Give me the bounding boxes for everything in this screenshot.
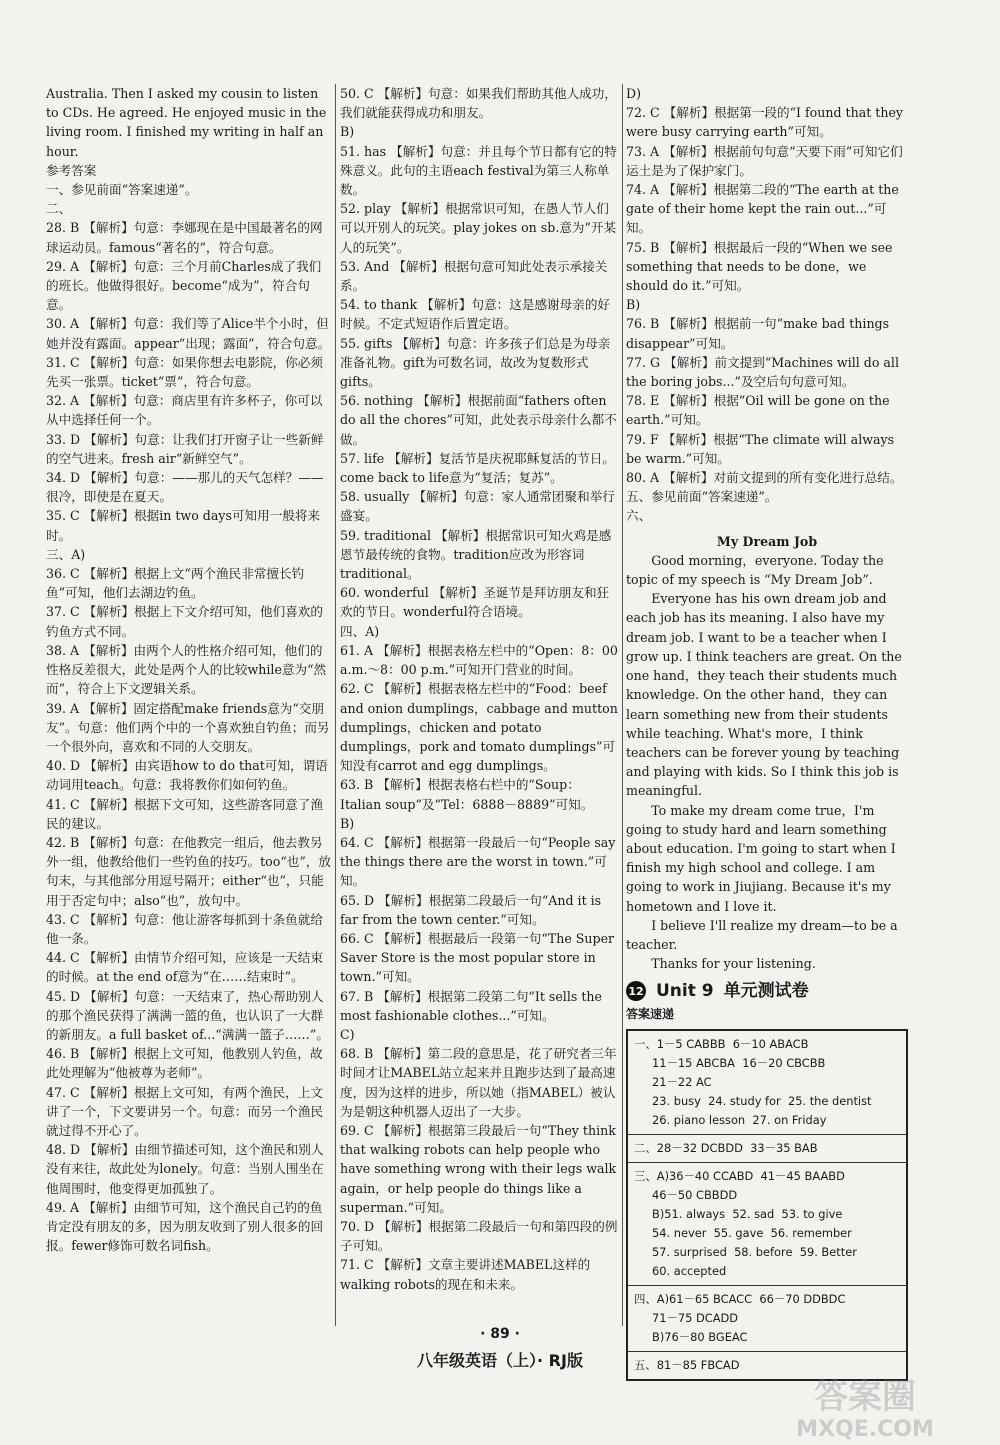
answer-item: 49. A 【解析】由细节可知，这个渔民自己钓的鱼肯定没有朋友的多，因为朋友收到了别人很多的回报。fewer修饰可数名词fish。 xyxy=(46,1199,324,1254)
column-divider xyxy=(335,84,336,1326)
answer-key-line: 三、A)36－40 CCABD 41－45 BAABD xyxy=(634,1168,845,1183)
answer-key-line: 60. accepted xyxy=(652,1263,727,1278)
answer-key-line: 57. surprised 58. before 59. Better xyxy=(652,1244,857,1259)
answer-item: 46. B 【解析】根据上文可知，他教别人钓鱼，故此处理解为“他被尊为老师”。 xyxy=(46,1046,323,1081)
answer-item: 42. B 【解析】句意：在他教完一组后，他去教另外一组，他教给他们一些钓鱼的技巧。too“也”，放句末，与其他部分用逗号隔开；either“也”，只能用于否定句中；also“也”，放句中。 xyxy=(46,834,331,908)
answer-item: 六、 xyxy=(626,508,652,524)
unit-subtitle: 单元测试卷 xyxy=(723,980,809,1001)
answer-item: 28. B 【解析】句意：李娜现在是中国最著名的网球运动员。famous“著名的”，符合句意。 xyxy=(46,220,323,255)
answer-key-line: 46－50 CBBDD xyxy=(652,1187,738,1202)
answer-key-line: B)51. always 52. sad 53. to give xyxy=(652,1206,843,1221)
answer-item: C) xyxy=(340,1026,355,1042)
answer-key-line: 54. never 55. gave 56. remember xyxy=(652,1225,852,1240)
answer-item: B) xyxy=(340,815,355,831)
answer-item: D) xyxy=(626,86,642,101)
answer-item: 51. has 【解析】句意：并且每个节日都有它的特殊意义。此句的主语each festival为第三人称单数。 xyxy=(340,143,617,198)
answer-item: 73. A 【解析】根据前句句意“天要下雨”可知它们运土是为了保护家门。 xyxy=(626,143,903,178)
watermark-logo xyxy=(760,1370,970,1442)
answer-item: 80. A 【解析】对前文提到的所有变化进行总结。 xyxy=(626,470,903,486)
answer-key-line: B)76－80 BGEAC xyxy=(652,1329,748,1344)
answer-item: 78. E 【解析】根据“Oil will be gone on the earth.”可知。 xyxy=(626,393,890,428)
answer-column-right xyxy=(626,84,908,1381)
answer-item: 66. C 【解析】根据最后一段第一句“The Super Saver Store is the most popular store in town.”可知。 xyxy=(340,930,615,985)
answer-item: 34. D 【解析】句意：——那儿的天气怎样？——很冷，即使是在夏天。 xyxy=(46,470,324,505)
essay-body xyxy=(626,551,908,973)
answer-item: 74. A 【解析】根据第二段的“The earth at the gate of their home kept the rain out...”可知。 xyxy=(626,182,899,236)
answer-item: 71. C 【解析】文章主要讲述MABEL这样的walking robots的现在和未来。 xyxy=(340,1257,591,1292)
answer-item: 68. B 【解析】第二段的意思是，花了研究者三年时间才让MABEL站立起来并且跑步达到了最高速度，因为这样的进步，所以她（指MABEL）被认为是朝这种机器人迈出了一大步。 xyxy=(340,1046,617,1119)
answer-item: 63. B 【解析】根据表格右栏中的“Soup：Italian soup”及“Tel：6888－8889”可知。 xyxy=(340,777,594,812)
answer-item: 62. C 【解析】根据表格左栏中的“Food：beef and onion dumplings，cabbage and mutton dumplings，chicken and potato dumplings，pork and tomato dumplings”可知没有carrot and egg dumplings。 xyxy=(340,681,618,774)
answer-item: 50. C 【解析】句意：如果我们帮助其他人成功，我们就能获得成功和朋友。 xyxy=(340,86,617,121)
book-title: 八年级英语（上）· RJ版 xyxy=(417,1351,583,1370)
answer-item: 59. traditional 【解析】根据常识可知火鸡是感恩节最传统的食物。tradition应改为形容词traditional。 xyxy=(340,527,612,582)
answer-item: 36. C 【解析】根据上文“两个渔民非常擅长钓鱼”可知，他们去湖边钓鱼。 xyxy=(46,566,305,601)
answer-item: 35. C 【解析】根据in two days可知用一般将来时。 xyxy=(46,508,321,543)
answer-key-line: 一、1－5 CABBB 6－10 ABACB xyxy=(634,1036,809,1051)
answer-item: 61. A 【解析】根据表格左栏中的“Open：8：00 a.m.～8：00 p.m.”可知开门营业的时间。 xyxy=(340,642,618,678)
answer-item: 55. gifts 【解析】句意：许多孩子们总是为母亲准备礼物。gift为可数名词，故改为复数形式gifts。 xyxy=(340,335,611,390)
answer-item: 64. C 【解析】根据第一段最后一句“People say the things there are the worst in town.”可知。 xyxy=(340,834,616,889)
answer-key-line: 五、81－85 FBCAD xyxy=(634,1357,740,1372)
answer-item: 56. nothing 【解析】根据前面“fathers often do all the chores”可知，此处表示母亲什么都不做。 xyxy=(340,393,617,447)
answer-item: 77. G 【解析】前文提到“Machines will do all the boring jobs...”及空后句句意可知。 xyxy=(626,354,899,390)
answer-item: Australia. Then I asked my cousin to listen to CDs. He agreed. He enjoyed music in the living room. I finished my writing in half an hour. xyxy=(46,86,327,159)
answer-key-line: 21－22 AC xyxy=(652,1074,712,1089)
answer-item: 79. F 【解析】根据“The climate will always be warm.”可知。 xyxy=(626,431,895,466)
answer-item: 76. B 【解析】根据前一句“make bad things disappear”可知。 xyxy=(626,316,890,351)
answer-key-line: 四、A)61－65 BCACC 66－70 DDBDC xyxy=(634,1291,846,1306)
answer-item: 54. to thank 【解析】句意：这是感谢母亲的好时候。不定式短语作后置定语。 xyxy=(340,297,611,332)
answer-item: 58. usually 【解析】句意：家人通常团聚和举行盛宴。 xyxy=(340,489,615,524)
answer-item: 参考答案 xyxy=(46,162,97,178)
answer-item: 43. C 【解析】句意：他让游客每抓到十条鱼就给他一条。 xyxy=(46,911,323,946)
answer-key-line: 71－75 DCADD xyxy=(652,1310,739,1325)
answer-item: 41. C 【解析】根据下文可知，这些游客同意了渔民的建议。 xyxy=(46,796,323,831)
answer-item: B) xyxy=(626,297,641,313)
unit-title: Unit 9 xyxy=(656,980,714,1001)
answer-key-line: 23. busy 24. study for 25. the dentist xyxy=(652,1093,872,1108)
answer-item: 48. D 【解析】由细节描述可知，这个渔民和别人没有来往，故此处为lonely。句意：当别人围坐在他周围时，他变得更加孤独了。 xyxy=(46,1142,324,1196)
page-number: · 89 · xyxy=(480,1326,520,1342)
answer-item: 57. life 【解析】复活节是庆祝耶稣复活的节日。come back to life意为“复活；复苏”。 xyxy=(340,450,615,486)
answer-item: 一、参见前面“答案速递”。 xyxy=(46,182,198,198)
answer-item: 32. A 【解析】句意：商店里有许多杯子，你可以从中选择任何一个。 xyxy=(46,393,323,428)
essay-paragraph: To make my dream come true，I'm going to study hard and learn something about education. I'm going to start when I finish my high school and college. I am going to work in Jiujiang. Because it's my hometown and I love it. xyxy=(626,802,896,914)
answer-key-section xyxy=(628,1031,906,1135)
answer-item: 69. C 【解析】根据第三段最后一句“They think that walking robots can help people who have something wrong with their legs walk again，or help people do things like a superman.”可知。 xyxy=(340,1122,617,1215)
answer-item: B) xyxy=(340,124,355,140)
answer-item: 五、参见前面“答案速递”。 xyxy=(626,489,778,505)
essay-paragraph: Good morning，everyone. Today the topic of my speech is “My Dream Job”. xyxy=(626,552,884,588)
answer-item: 31. C 【解析】句意：如果你想去电影院，你必须先买一张票。ticket“票”，符合句意。 xyxy=(46,354,323,390)
answer-item: 53. And 【解析】根据句意可知此处表示承接关系。 xyxy=(340,258,608,294)
answer-item: 29. A 【解析】句意：三个月前Charles成了我们的班长。他做得很好。become“成为”，符合句意。 xyxy=(46,258,322,313)
answer-item: 72. C 【解析】根据第一段的“I found that they were busy carrying earth”可知。 xyxy=(626,105,904,140)
answer-item: 四、A) xyxy=(340,623,380,639)
answer-item: 37. C 【解析】根据上下文介绍可知，他们喜欢的钓鱼方式不同。 xyxy=(46,604,323,639)
answer-item: 二、 xyxy=(46,201,72,217)
answer-item: 33. D 【解析】句意：让我们打开窗子让一些新鲜的空气进来。fresh air“新鲜空气”。 xyxy=(46,431,324,466)
answer-column-middle xyxy=(340,84,618,1294)
answer-item: 52. play 【解析】根据常识可知，在愚人节人们可以开别人的玩笑。play jokes on sb.意为“开某人的玩笑”。 xyxy=(340,201,617,255)
essay-paragraph: Everyone has his own dream job and each job has its meaning. I also have my dream job. I want to be a teacher when I grow up. I think teachers are great. On the one hand，they teach their students much knowledge. On the other hand，they can learn something new from their students while teaching. What's more，I think teachers can be forever young by teaching and playing with kids. So I think this job is meaningful. xyxy=(626,591,902,799)
answer-key-section xyxy=(628,1135,906,1163)
answer-item: 38. A 【解析】由两个人的性格介绍可知，他们的性格反差很大，此处是两个人的比较while意为“然而”，符合上下文逻辑关系。 xyxy=(46,642,327,697)
answer-item: 30. A 【解析】句意：我们等了Alice半个小时，但她并没有露面。appear“出现；露面”，符合句意。 xyxy=(46,316,331,351)
answer-item: 75. B 【解析】根据最后一段的“When we see something that needs to be done，we should do it.”可知。 xyxy=(626,239,893,294)
answer-item: 70. D 【解析】根据第二段最后一句和第四段的例子可知。 xyxy=(340,1218,618,1254)
answer-item: 60. wonderful 【解析】圣诞节是拜访朋友和狂欢的节日。wonderful符合语境。 xyxy=(340,585,610,620)
answer-key-line: 26. piano lesson 27. on Friday xyxy=(652,1112,827,1127)
unit-number-badge: 12 xyxy=(626,981,646,1001)
answer-item: 44. C 【解析】由情节介绍可知，应该是一天结束的时候。at the end of意为“在……结束时”。 xyxy=(46,950,323,985)
answer-key-line: 二、28－32 DCBDD 33－35 BAB xyxy=(634,1140,818,1155)
answer-key-section xyxy=(628,1163,906,1286)
answer-item: 47. C 【解析】根据上文可知，有两个渔民，上文讲了一个，下文要讲另一个。句意：而另一个渔民就过得不开心了。 xyxy=(46,1084,324,1138)
answer-item: 67. B 【解析】根据第二段第二句“It sells the most fashionable clothes...”可知。 xyxy=(340,988,602,1023)
essay-paragraph: Thanks for your listening. xyxy=(651,956,816,972)
column-divider xyxy=(622,84,623,1326)
essay-title: My Dream Job xyxy=(716,533,818,549)
unit-heading xyxy=(626,981,908,1001)
answer-item: 65. D 【解析】根据第二段最后一句“And it is far from the town center.”可知。 xyxy=(340,892,602,927)
answer-item: 39. A 【解析】固定搭配make friends意为“交朋友”。句意：他们两个中的一个喜欢独自钓鱼；而另一个很外向，喜欢和不同的人交朋友。 xyxy=(46,700,330,754)
answer-item: 45. D 【解析】句意：一天结束了，热心帮助别人的那个渔民获得了满满一篮的鱼，也认识了一大群的新朋友。a full basket of...“满满一篮子……”。 xyxy=(46,988,329,1042)
watermark-text-en: MXQE.COM xyxy=(796,1417,934,1442)
answer-column-left xyxy=(46,84,331,1255)
answer-key-line: 11－15 ABCBA 16－20 CBCBB xyxy=(652,1055,826,1070)
essay-paragraph: I believe I'll realize my dream—to be a teacher. xyxy=(626,917,898,952)
quick-answers-label: 答案速递 xyxy=(626,1007,675,1022)
watermark-text-cn: 答案圈 xyxy=(814,1377,916,1417)
answer-list xyxy=(626,84,908,526)
answer-item: 40. D 【解析】由宾语how to do that可知，谓语动词用teach。句意：我将教你们如何钓鱼。 xyxy=(46,758,328,793)
answer-item: 三、A) xyxy=(46,546,86,562)
